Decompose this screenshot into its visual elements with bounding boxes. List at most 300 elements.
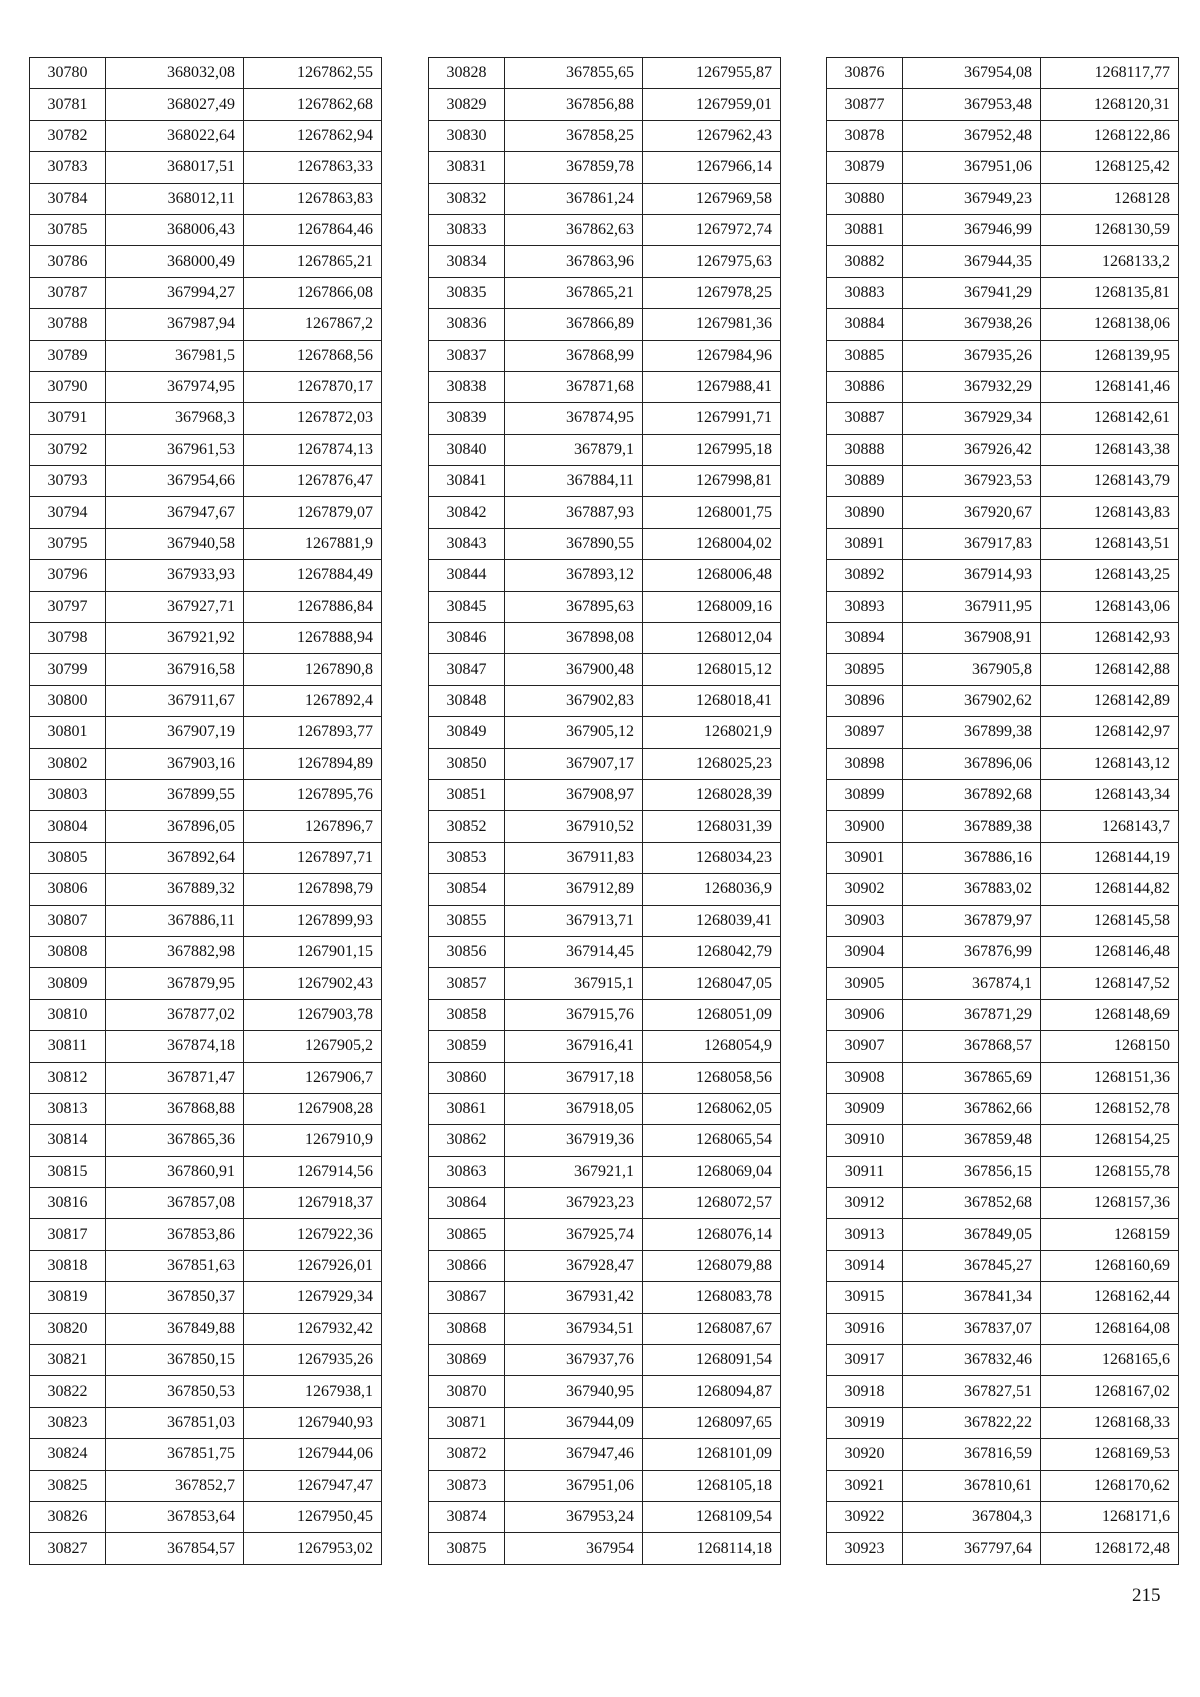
y-coordinate-cell: 1267897,71: [244, 842, 382, 873]
point-number-cell: 30820: [30, 1313, 106, 1344]
y-coordinate-cell: 1267864,46: [244, 214, 382, 245]
x-coordinate-cell: 367889,32: [106, 874, 244, 905]
y-coordinate-cell: 1268025,23: [643, 748, 781, 779]
point-number-cell: 30921: [827, 1470, 903, 1501]
y-coordinate-cell: 1267998,81: [643, 466, 781, 497]
table-row: [30, 1250, 382, 1281]
point-number-cell: 30886: [827, 371, 903, 402]
table-row: [429, 748, 781, 779]
table-row: [30, 685, 382, 716]
x-coordinate-cell: 367810,61: [903, 1470, 1041, 1501]
y-coordinate-cell: 1268145,58: [1041, 905, 1179, 936]
point-number-cell: 30880: [827, 183, 903, 214]
point-number-cell: 30910: [827, 1125, 903, 1156]
y-coordinate-cell: 1268147,52: [1041, 968, 1179, 999]
x-coordinate-cell: 367899,38: [903, 717, 1041, 748]
x-coordinate-cell: 367931,42: [505, 1282, 643, 1313]
point-number-cell: 30828: [429, 58, 505, 89]
point-number-cell: 30794: [30, 497, 106, 528]
table-row: [429, 1313, 781, 1344]
y-coordinate-cell: 1267892,4: [244, 685, 382, 716]
table-row: [429, 466, 781, 497]
table-row: [30, 371, 382, 402]
y-coordinate-cell: 1268117,77: [1041, 58, 1179, 89]
x-coordinate-cell: 367879,97: [903, 905, 1041, 936]
x-coordinate-cell: 367886,16: [903, 842, 1041, 873]
point-number-cell: 30821: [30, 1345, 106, 1376]
point-number-cell: 30817: [30, 1219, 106, 1250]
x-coordinate-cell: 367865,21: [505, 277, 643, 308]
point-number-cell: 30912: [827, 1188, 903, 1219]
x-coordinate-cell: 367883,02: [903, 874, 1041, 905]
y-coordinate-cell: 1268143,38: [1041, 434, 1179, 465]
x-coordinate-cell: 367961,53: [106, 434, 244, 465]
table-row: [429, 1501, 781, 1532]
table-row: [429, 1345, 781, 1376]
point-number-cell: 30860: [429, 1062, 505, 1093]
coordinate-table-2: [428, 57, 781, 1565]
table-row: [30, 1282, 382, 1313]
x-coordinate-cell: 367871,47: [106, 1062, 244, 1093]
y-coordinate-cell: 1267898,79: [244, 874, 382, 905]
x-coordinate-cell: 367903,16: [106, 748, 244, 779]
x-coordinate-cell: 367851,75: [106, 1439, 244, 1470]
table-row: [429, 309, 781, 340]
y-coordinate-cell: 1267984,96: [643, 340, 781, 371]
x-coordinate-cell: 367797,64: [903, 1533, 1041, 1564]
table-row: [429, 89, 781, 120]
x-coordinate-cell: 367923,23: [505, 1188, 643, 1219]
y-coordinate-cell: 1268152,78: [1041, 1093, 1179, 1124]
point-number-cell: 30900: [827, 811, 903, 842]
y-coordinate-cell: 1267955,87: [643, 58, 781, 89]
table-row: [827, 811, 1179, 842]
x-coordinate-cell: 367871,68: [505, 371, 643, 402]
x-coordinate-cell: 367874,1: [903, 968, 1041, 999]
x-coordinate-cell: 368000,49: [106, 246, 244, 277]
y-coordinate-cell: 1268160,69: [1041, 1250, 1179, 1281]
y-coordinate-cell: 1268159: [1041, 1219, 1179, 1250]
table-row: [429, 434, 781, 465]
table-row: [429, 811, 781, 842]
point-number-cell: 30850: [429, 748, 505, 779]
table-row: [429, 685, 781, 716]
x-coordinate-cell: 367913,71: [505, 905, 643, 936]
x-coordinate-cell: 367861,24: [505, 183, 643, 214]
point-number-cell: 30865: [429, 1219, 505, 1250]
y-coordinate-cell: 1267905,2: [244, 1031, 382, 1062]
x-coordinate-cell: 367887,93: [505, 497, 643, 528]
y-coordinate-cell: 1268144,82: [1041, 874, 1179, 905]
y-coordinate-cell: 1267926,01: [244, 1250, 382, 1281]
point-number-cell: 30855: [429, 905, 505, 936]
y-coordinate-cell: 1268042,79: [643, 936, 781, 967]
x-coordinate-cell: 367946,99: [903, 214, 1041, 245]
table-row: [429, 1156, 781, 1187]
point-number-cell: 30853: [429, 842, 505, 873]
x-coordinate-cell: 367908,97: [505, 779, 643, 810]
x-coordinate-cell: 368022,64: [106, 120, 244, 151]
x-coordinate-cell: 367919,36: [505, 1125, 643, 1156]
x-coordinate-cell: 367862,63: [505, 214, 643, 245]
point-number-cell: 30881: [827, 214, 903, 245]
point-number-cell: 30872: [429, 1439, 505, 1470]
point-number-cell: 30864: [429, 1188, 505, 1219]
point-number-cell: 30784: [30, 183, 106, 214]
point-number-cell: 30801: [30, 717, 106, 748]
coordinate-table-1: [29, 57, 382, 1565]
y-coordinate-cell: 1267953,02: [244, 1533, 382, 1564]
x-coordinate-cell: 367927,71: [106, 591, 244, 622]
table-row: [30, 999, 382, 1030]
point-number-cell: 30780: [30, 58, 106, 89]
y-coordinate-cell: 1267901,15: [244, 936, 382, 967]
y-coordinate-cell: 1267881,9: [244, 528, 382, 559]
x-coordinate-cell: 367876,99: [903, 936, 1041, 967]
y-coordinate-cell: 1268143,79: [1041, 466, 1179, 497]
y-coordinate-cell: 1268167,02: [1041, 1376, 1179, 1407]
x-coordinate-cell: 367877,02: [106, 999, 244, 1030]
y-coordinate-cell: 1268141,46: [1041, 371, 1179, 402]
table-row: [30, 1125, 382, 1156]
x-coordinate-cell: 367895,63: [505, 591, 643, 622]
x-coordinate-cell: 367850,37: [106, 1282, 244, 1313]
x-coordinate-cell: 367855,65: [505, 58, 643, 89]
point-number-cell: 30871: [429, 1407, 505, 1438]
x-coordinate-cell: 368012,11: [106, 183, 244, 214]
x-coordinate-cell: 367889,38: [903, 811, 1041, 842]
table-row: [429, 120, 781, 151]
y-coordinate-cell: 1267995,18: [643, 434, 781, 465]
y-coordinate-cell: 1268079,88: [643, 1250, 781, 1281]
point-number-cell: 30839: [429, 403, 505, 434]
x-coordinate-cell: 367934,51: [505, 1313, 643, 1344]
point-number-cell: 30873: [429, 1470, 505, 1501]
x-coordinate-cell: 367917,18: [505, 1062, 643, 1093]
x-coordinate-cell: 367917,83: [903, 528, 1041, 559]
x-coordinate-cell: 367853,86: [106, 1219, 244, 1250]
table-row: [429, 1031, 781, 1062]
point-number-cell: 30847: [429, 654, 505, 685]
point-number-cell: 30835: [429, 277, 505, 308]
table-row: [429, 1439, 781, 1470]
point-number-cell: 30898: [827, 748, 903, 779]
table-row: [827, 1188, 1179, 1219]
point-number-cell: 30894: [827, 623, 903, 654]
y-coordinate-cell: 1267888,94: [244, 623, 382, 654]
table-row: [30, 1031, 382, 1062]
table-row: [827, 842, 1179, 873]
point-number-cell: 30887: [827, 403, 903, 434]
table-row: [429, 371, 781, 402]
point-number-cell: 30831: [429, 152, 505, 183]
point-number-cell: 30920: [827, 1439, 903, 1470]
x-coordinate-cell: 367994,27: [106, 277, 244, 308]
x-coordinate-cell: 367911,67: [106, 685, 244, 716]
x-coordinate-cell: 367937,76: [505, 1345, 643, 1376]
x-coordinate-cell: 367914,93: [903, 560, 1041, 591]
point-number-cell: 30922: [827, 1501, 903, 1532]
x-coordinate-cell: 367974,95: [106, 371, 244, 402]
point-number-cell: 30891: [827, 528, 903, 559]
x-coordinate-cell: 367916,41: [505, 1031, 643, 1062]
x-coordinate-cell: 367859,78: [505, 152, 643, 183]
table-row: [30, 214, 382, 245]
x-coordinate-cell: 367951,06: [505, 1470, 643, 1501]
table-row: [429, 1407, 781, 1438]
table-row: [30, 277, 382, 308]
point-number-cell: 30911: [827, 1156, 903, 1187]
y-coordinate-cell: 1268170,62: [1041, 1470, 1179, 1501]
y-coordinate-cell: 1267932,42: [244, 1313, 382, 1344]
table-row: [827, 371, 1179, 402]
y-coordinate-cell: 1268143,25: [1041, 560, 1179, 591]
table-row: [827, 1501, 1179, 1532]
table-row: [429, 340, 781, 371]
y-coordinate-cell: 1268169,53: [1041, 1439, 1179, 1470]
point-number-cell: 30863: [429, 1156, 505, 1187]
point-number-cell: 30917: [827, 1345, 903, 1376]
y-coordinate-cell: 1268128: [1041, 183, 1179, 214]
x-coordinate-cell: 367892,64: [106, 842, 244, 873]
x-coordinate-cell: 367899,55: [106, 779, 244, 810]
x-coordinate-cell: 367866,89: [505, 309, 643, 340]
x-coordinate-cell: 367852,7: [106, 1470, 244, 1501]
point-number-cell: 30826: [30, 1501, 106, 1532]
point-number-cell: 30813: [30, 1093, 106, 1124]
y-coordinate-cell: 1267899,93: [244, 905, 382, 936]
table-row: [429, 183, 781, 214]
x-coordinate-cell: 367865,36: [106, 1125, 244, 1156]
point-number-cell: 30858: [429, 999, 505, 1030]
y-coordinate-cell: 1268157,36: [1041, 1188, 1179, 1219]
x-coordinate-cell: 367929,34: [903, 403, 1041, 434]
point-number-cell: 30781: [30, 89, 106, 120]
point-number-cell: 30845: [429, 591, 505, 622]
table-row: [827, 89, 1179, 120]
point-number-cell: 30806: [30, 874, 106, 905]
point-number-cell: 30825: [30, 1470, 106, 1501]
y-coordinate-cell: 1267988,41: [643, 371, 781, 402]
x-coordinate-cell: 367933,93: [106, 560, 244, 591]
x-coordinate-cell: 368032,08: [106, 58, 244, 89]
y-coordinate-cell: 1268006,48: [643, 560, 781, 591]
point-number-cell: 30908: [827, 1062, 903, 1093]
y-coordinate-cell: 1268130,59: [1041, 214, 1179, 245]
point-number-cell: 30830: [429, 120, 505, 151]
y-coordinate-cell: 1267895,76: [244, 779, 382, 810]
table-row: [827, 1439, 1179, 1470]
y-coordinate-cell: 1267872,03: [244, 403, 382, 434]
point-number-cell: 30879: [827, 152, 903, 183]
x-coordinate-cell: 367954,08: [903, 58, 1041, 89]
point-number-cell: 30862: [429, 1125, 505, 1156]
table-row: [827, 1345, 1179, 1376]
table-row: [30, 874, 382, 905]
x-coordinate-cell: 367857,08: [106, 1188, 244, 1219]
point-number-cell: 30816: [30, 1188, 106, 1219]
table-row: [30, 968, 382, 999]
y-coordinate-cell: 1267950,45: [244, 1501, 382, 1532]
x-coordinate-cell: 367915,1: [505, 968, 643, 999]
table-row: [429, 968, 781, 999]
x-coordinate-cell: 367918,05: [505, 1093, 643, 1124]
table-row: [429, 1219, 781, 1250]
table-row: [429, 1533, 781, 1564]
table-row: [827, 748, 1179, 779]
x-coordinate-cell: 367938,26: [903, 309, 1041, 340]
y-coordinate-cell: 1268142,89: [1041, 685, 1179, 716]
table-row: [30, 403, 382, 434]
y-coordinate-cell: 1268009,16: [643, 591, 781, 622]
point-number-cell: 30884: [827, 309, 903, 340]
point-number-cell: 30792: [30, 434, 106, 465]
y-coordinate-cell: 1268143,06: [1041, 591, 1179, 622]
point-number-cell: 30882: [827, 246, 903, 277]
y-coordinate-cell: 1267947,47: [244, 1470, 382, 1501]
y-coordinate-cell: 1267969,58: [643, 183, 781, 214]
point-number-cell: 30895: [827, 654, 903, 685]
y-coordinate-cell: 1268012,04: [643, 623, 781, 654]
table-row: [30, 1501, 382, 1532]
y-coordinate-cell: 1268142,88: [1041, 654, 1179, 685]
y-coordinate-cell: 1268138,06: [1041, 309, 1179, 340]
table-row: [30, 936, 382, 967]
point-number-cell: 30878: [827, 120, 903, 151]
point-number-cell: 30837: [429, 340, 505, 371]
x-coordinate-cell: 367940,58: [106, 528, 244, 559]
table-row: [30, 748, 382, 779]
point-number-cell: 30786: [30, 246, 106, 277]
y-coordinate-cell: 1267890,8: [244, 654, 382, 685]
table-row: [429, 1188, 781, 1219]
point-number-cell: 30785: [30, 214, 106, 245]
x-coordinate-cell: 367890,55: [505, 528, 643, 559]
y-coordinate-cell: 1267870,17: [244, 371, 382, 402]
y-coordinate-cell: 1268144,19: [1041, 842, 1179, 873]
table-row: [30, 528, 382, 559]
point-number-cell: 30859: [429, 1031, 505, 1062]
y-coordinate-cell: 1268109,54: [643, 1501, 781, 1532]
y-coordinate-cell: 1267906,7: [244, 1062, 382, 1093]
table-row: [30, 1407, 382, 1438]
point-number-cell: 30899: [827, 779, 903, 810]
y-coordinate-cell: 1268054,9: [643, 1031, 781, 1062]
x-coordinate-cell: 367845,27: [903, 1250, 1041, 1281]
y-coordinate-cell: 1268139,95: [1041, 340, 1179, 371]
y-coordinate-cell: 1267865,21: [244, 246, 382, 277]
point-number-cell: 30808: [30, 936, 106, 967]
table-row: [30, 309, 382, 340]
y-coordinate-cell: 1267922,36: [244, 1219, 382, 1250]
y-coordinate-cell: 1268142,61: [1041, 403, 1179, 434]
table-row: [429, 214, 781, 245]
point-number-cell: 30876: [827, 58, 903, 89]
x-coordinate-cell: 367868,88: [106, 1093, 244, 1124]
x-coordinate-cell: 367893,12: [505, 560, 643, 591]
x-coordinate-cell: 367859,48: [903, 1125, 1041, 1156]
x-coordinate-cell: 367902,62: [903, 685, 1041, 716]
y-coordinate-cell: 1267962,43: [643, 120, 781, 151]
table-row: [827, 874, 1179, 905]
point-number-cell: 30843: [429, 528, 505, 559]
x-coordinate-cell: 367935,26: [903, 340, 1041, 371]
y-coordinate-cell: 1268125,42: [1041, 152, 1179, 183]
table-row: [827, 1093, 1179, 1124]
table-row: [30, 1093, 382, 1124]
x-coordinate-cell: 367851,63: [106, 1250, 244, 1281]
y-coordinate-cell: 1268069,04: [643, 1156, 781, 1187]
x-coordinate-cell: 367952,48: [903, 120, 1041, 151]
point-number-cell: 30885: [827, 340, 903, 371]
y-coordinate-cell: 1268148,69: [1041, 999, 1179, 1030]
point-number-cell: 30818: [30, 1250, 106, 1281]
point-number-cell: 30890: [827, 497, 903, 528]
table-row: [30, 779, 382, 810]
y-coordinate-cell: 1267972,74: [643, 214, 781, 245]
table-row: [827, 591, 1179, 622]
x-coordinate-cell: 367863,96: [505, 246, 643, 277]
point-number-cell: 30906: [827, 999, 903, 1030]
point-number-cell: 30854: [429, 874, 505, 905]
table-row: [827, 1407, 1179, 1438]
x-coordinate-cell: 367874,95: [505, 403, 643, 434]
table-row: [827, 1156, 1179, 1187]
x-coordinate-cell: 368027,49: [106, 89, 244, 120]
y-coordinate-cell: 1267975,63: [643, 246, 781, 277]
y-coordinate-cell: 1267981,36: [643, 309, 781, 340]
point-number-cell: 30902: [827, 874, 903, 905]
x-coordinate-cell: 367940,95: [505, 1376, 643, 1407]
point-number-cell: 30842: [429, 497, 505, 528]
point-number-cell: 30819: [30, 1282, 106, 1313]
x-coordinate-cell: 367953,24: [505, 1501, 643, 1532]
table-row: [827, 779, 1179, 810]
table-row: [827, 1250, 1179, 1281]
y-coordinate-cell: 1267918,37: [244, 1188, 382, 1219]
table-row: [827, 214, 1179, 245]
x-coordinate-cell: 367874,18: [106, 1031, 244, 1062]
table-row: [429, 403, 781, 434]
table-row: [827, 1031, 1179, 1062]
point-number-cell: 30798: [30, 623, 106, 654]
table-row: [827, 120, 1179, 151]
x-coordinate-cell: 367898,08: [505, 623, 643, 654]
point-number-cell: 30905: [827, 968, 903, 999]
x-coordinate-cell: 367987,94: [106, 309, 244, 340]
y-coordinate-cell: 1268143,34: [1041, 779, 1179, 810]
y-coordinate-cell: 1267938,1: [244, 1376, 382, 1407]
table-row: [429, 1062, 781, 1093]
y-coordinate-cell: 1268164,08: [1041, 1313, 1179, 1344]
point-number-cell: 30797: [30, 591, 106, 622]
table-row: [30, 466, 382, 497]
table-row: [827, 183, 1179, 214]
table-row: [429, 1470, 781, 1501]
table-row: [827, 1282, 1179, 1313]
y-coordinate-cell: 1267940,93: [244, 1407, 382, 1438]
x-coordinate-cell: 367827,51: [903, 1376, 1041, 1407]
table-row: [30, 1345, 382, 1376]
point-number-cell: 30889: [827, 466, 903, 497]
table-row: [429, 654, 781, 685]
y-coordinate-cell: 1267879,07: [244, 497, 382, 528]
point-number-cell: 30800: [30, 685, 106, 716]
point-number-cell: 30916: [827, 1313, 903, 1344]
table-row: [30, 654, 382, 685]
point-number-cell: 30888: [827, 434, 903, 465]
x-coordinate-cell: 367911,95: [903, 591, 1041, 622]
